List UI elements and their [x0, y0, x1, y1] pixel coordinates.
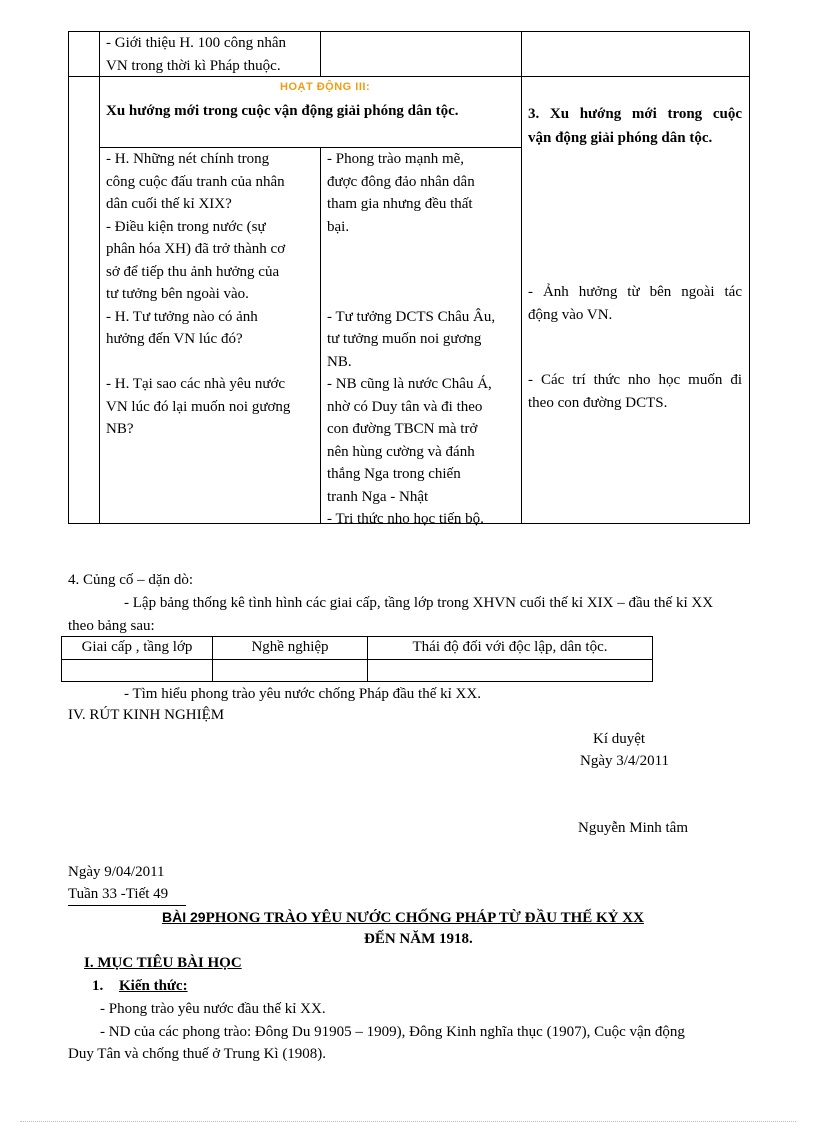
lesson-week: Tuần 33 -Tiết 49 [68, 886, 169, 902]
lesson-title: PHONG TRÀO YÊU NƯỚC CHỐNG PHÁP TỪ ĐẦU THẾ KỶ XX [205, 910, 644, 926]
cell-line: 3. Xu hướng mới trong cuộc [528, 106, 742, 122]
cell-line: phân hóa XH) đã trở thành cơ [106, 241, 286, 257]
cell-line: - H. Tư tưởng nào có ảnh [106, 308, 258, 325]
knowledge-number: 1. [92, 978, 104, 994]
week-underline [68, 905, 186, 906]
task-line-2: theo bảng sau: [68, 618, 155, 634]
answers-cell [327, 148, 519, 531]
cell-line: động vào VN. [528, 306, 613, 323]
approval-signer: Nguyễn Minh tâm [578, 820, 688, 836]
task-line-1: - Lập bảng thống kê tình hình các giai cấp, tầng lớp trong XHVN cuối thế kỉ XIX – đầu thế kỉ XX [124, 595, 714, 611]
cell-line: - Các trí thức nho học muốn đi [528, 372, 742, 388]
cell-line [327, 261, 519, 284]
intro-cell [106, 32, 318, 77]
activity-label: HOẠT ĐỘNG III: [280, 81, 371, 93]
cell-line: theo con đường DCTS. [528, 394, 668, 411]
cell-line: hưởng đến VN lúc đó? [106, 331, 243, 347]
conclusion-b [528, 369, 742, 414]
cell-line: - Phong trào mạnh mẽ, [327, 151, 465, 167]
cell-line: tham gia nhưng đều thất [327, 196, 473, 212]
section-3-heading [528, 102, 742, 150]
cell-line: NB. [327, 353, 352, 370]
lesson-title-line-2: ĐẾN NĂM 1918. [364, 931, 473, 947]
conclusion-a [528, 281, 742, 326]
knowledge-heading [92, 978, 188, 995]
table-header: Nghề nghiệp [251, 639, 329, 655]
cell-line: dân cuối thế kỉ XIX? [106, 196, 232, 212]
cell-line: NB? [106, 421, 134, 437]
cell-line [106, 351, 318, 374]
cell-line: nên hùng cường và đánh [327, 443, 475, 460]
cell-line: bại. [327, 218, 350, 235]
cell-line: - Tư tưởng DCTS Châu Âu, [327, 308, 496, 325]
activity-title: Xu hướng mới trong cuộc vận động giải phóng dân tộc. [106, 103, 459, 119]
cell-line: - Tri thức nho học tiến bộ. [327, 511, 484, 527]
cell-line: được đông đảo nhân dân [327, 173, 475, 190]
consolidation-heading: 4. Củng cố – dặn dò: [68, 572, 193, 588]
cell-line: tư tưởng bên ngoài vào. [106, 286, 249, 302]
knowledge-item-2-line-1: - ND của các phong trào: Đông Du 91905 – 1909), Đông Kinh nghĩa thục (1907), Cuộc vận động [100, 1024, 685, 1040]
cell-line: VN trong thời kì Pháp thuộc. [106, 57, 281, 74]
approval-date: Ngày 3/4/2011 [580, 753, 670, 769]
lesson-number: BÀI 29 [162, 909, 206, 925]
task-2: - Tìm hiểu phong trào yêu nước chống Pháp đầu thế kỉ XX. [124, 686, 481, 702]
knowledge-item-2-line-2: Duy Tân và chống thuế ở Trung Kì (1908). [68, 1046, 327, 1062]
cell-line: tranh Nga - Nhật [327, 488, 429, 505]
cell-line: - Giới thiệu H. 100 công nhân [106, 35, 286, 51]
questions-cell [106, 148, 318, 441]
table-header: Giai cấp , tầng lớp [81, 639, 193, 655]
cell-line [327, 238, 519, 261]
objectives-heading: I. MỤC TIÊU BÀI HỌC [84, 955, 242, 971]
lesson-title-line-1 [162, 909, 644, 927]
lesson-date: Ngày 9/04/2011 [68, 864, 165, 880]
page-bottom-divider [20, 1121, 796, 1122]
cell-line: sở để tiếp thu ảnh hưởng của [106, 263, 280, 280]
cell-line [327, 283, 519, 306]
cell-line: - Điều kiện trong nước (sự [106, 218, 266, 235]
approval-label: Kí duyệt [593, 731, 646, 747]
cell-line: nhờ có Duy tân và đi theo [327, 398, 483, 415]
knowledge-label: Kiến thức: [119, 978, 188, 994]
cell-line: vận động giải phóng dân tộc. [528, 130, 713, 146]
table-header: Thái độ đối với độc lập, dân tộc. [412, 639, 608, 655]
cell-line: - Ảnh hưởng từ bên ngoài tác [528, 284, 742, 300]
knowledge-item-1: - Phong trào yêu nước đầu thế kỉ XX. [100, 1001, 326, 1017]
cell-line: - H. Những nét chính trong [106, 151, 270, 167]
cell-line: - H. Tại sao các nhà yêu nước [106, 376, 286, 392]
cell-line: thắng Nga trong chiến [327, 466, 461, 482]
cell-line: con đường TBCN mà trở [327, 421, 478, 437]
cell-line: - NB cũng là nước Châu Á, [327, 376, 492, 392]
cell-line: tư tưởng muốn noi gương [327, 331, 482, 347]
section-iv-heading: IV. RÚT KINH NGHIỆM [68, 707, 225, 723]
cell-line: VN lúc đó lại muốn noi gương [106, 398, 291, 415]
cell-line: công cuộc đấu tranh của nhân [106, 173, 285, 190]
